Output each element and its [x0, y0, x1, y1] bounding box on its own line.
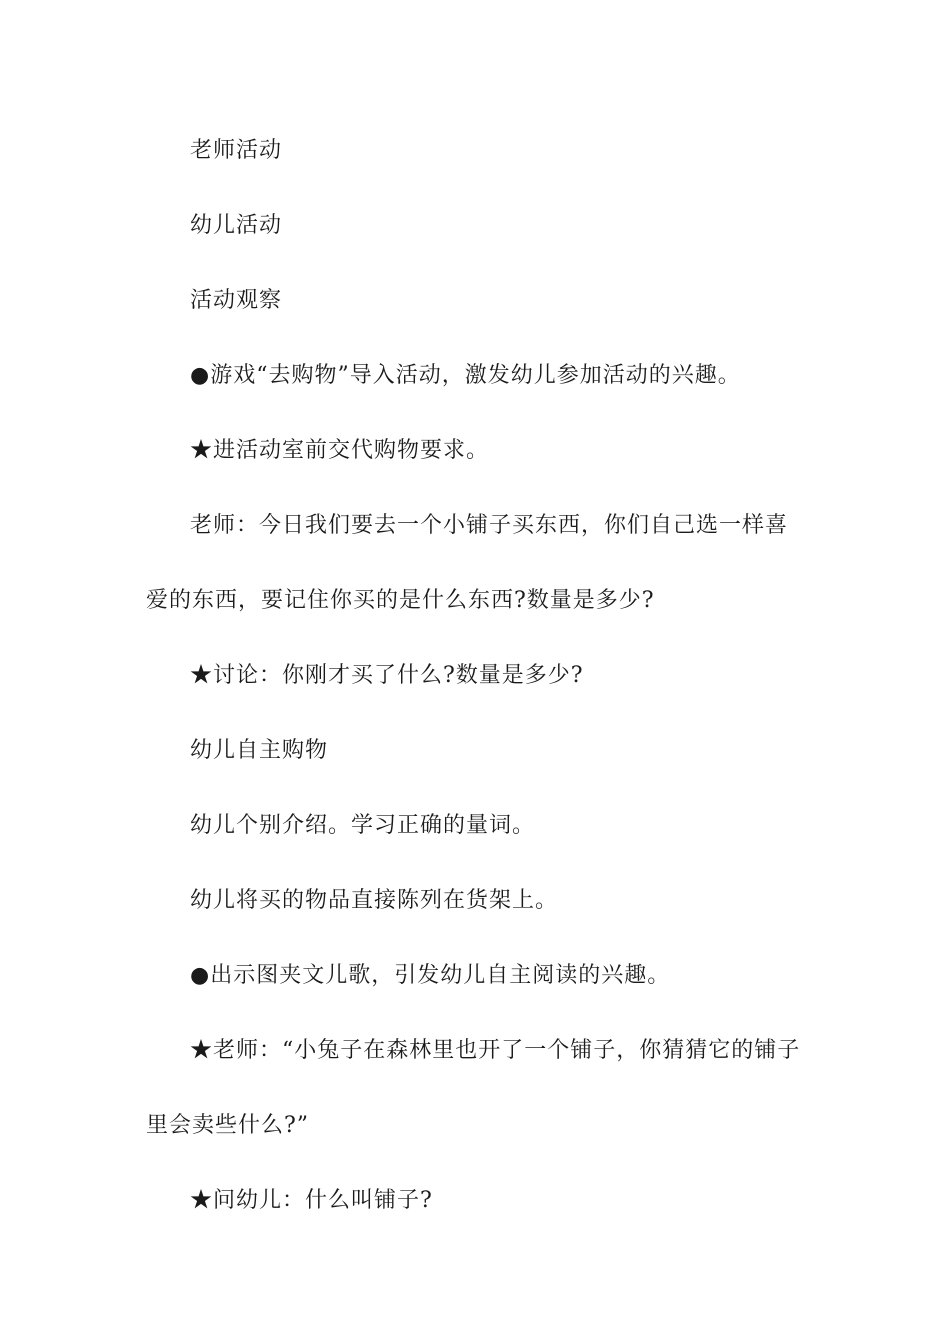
paragraph-game-intro: ●游戏“去购物”导入活动，激发幼儿参加活动的兴趣。 — [190, 363, 741, 388]
paragraph-activity-observation: 活动观察 — [190, 288, 283, 313]
paragraph-individual-intro: 幼儿个别介绍。学习正确的量词。 — [190, 813, 536, 838]
paragraph-child-activity: 幼儿活动 — [190, 213, 283, 238]
paragraph-display-items: 幼儿将买的物品直接陈列在货架上。 — [190, 888, 559, 913]
paragraph-rabbit-shop: ★老师：“小兔子在森林里也开了一个铺子，你猜猜它的铺子里会卖些什么?” — [146, 1038, 801, 1138]
paragraph-discussion: ★讨论：你刚才买了什么?数量是多少? — [190, 663, 584, 688]
paragraph-self-shopping: 幼儿自主购物 — [190, 738, 329, 763]
paragraph-teacher-activity: 老师活动 — [190, 138, 283, 163]
paragraph-picture-rhyme: ●出示图夹文儿歌，引发幼儿自主阅读的兴趣。 — [190, 963, 671, 988]
paragraph-shopping-requirements: ★进活动室前交代购物要求。 — [190, 438, 490, 463]
paragraph-teacher-instruction: 老师：今日我们要去一个小铺子买东西，你们自己选一样喜爱的东西，要记住你买的是什么东西?数量是多少? — [146, 513, 789, 613]
paragraph-what-is-shop: ★问幼儿：什么叫铺子? — [190, 1188, 433, 1213]
